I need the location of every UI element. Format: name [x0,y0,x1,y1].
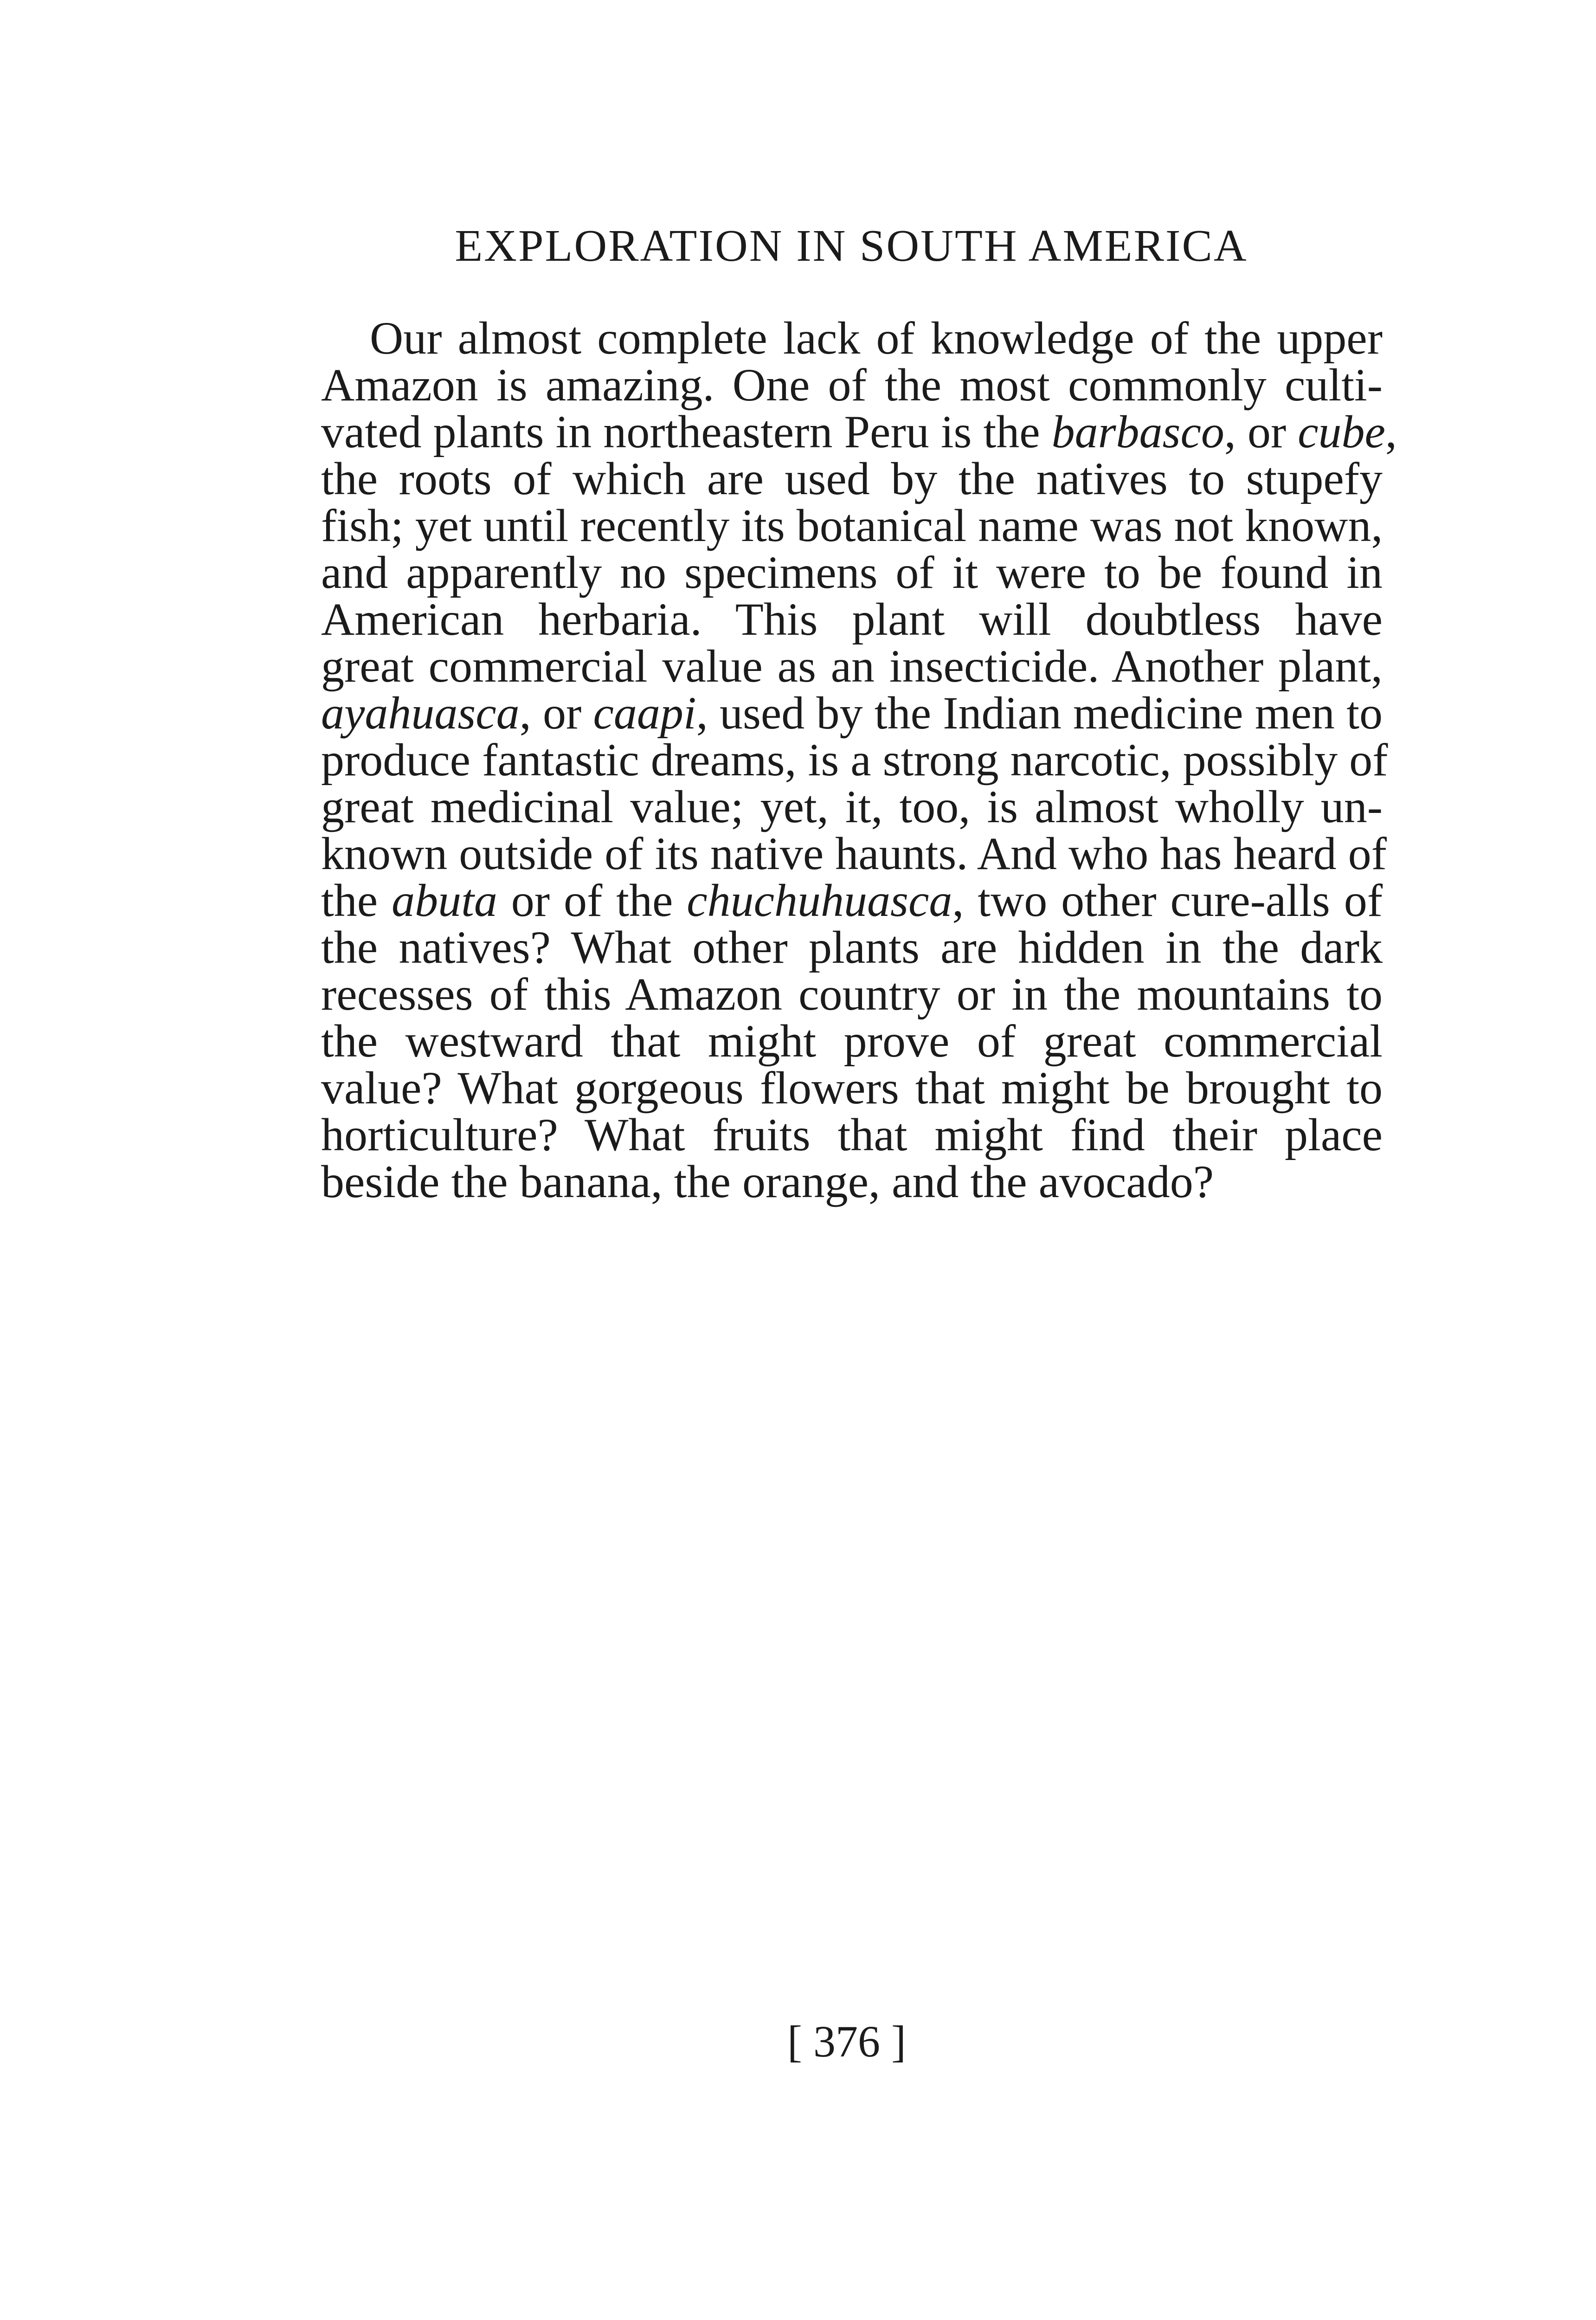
paragraph-line: beside the banana, the orange, and the avocado? [321,1156,1214,1207]
paragraph-line: fish; yet until recently its botanical name was not known, [321,500,1383,551]
paragraph-line: the roots of which are used by the natives to stupefy [321,453,1383,504]
paragraph-line: great medicinal value; yet, it, too, is almost wholly un- [321,781,1383,832]
paragraph-line: American herbaria. This plant will doubtless have [321,593,1383,645]
paragraph-line: known outside of its native haunts. And who has heard of [321,828,1387,879]
paragraph-line: recesses of this Amazon country or in the mountains to [321,968,1383,1020]
paragraph-line: ayahuasca, or caapi, used by the Indian medicine men to [321,687,1383,739]
italic-term: ayahuasca [321,687,520,739]
body-paragraph [321,312,1397,1207]
paragraph-line: horticulture? What fruits that might find their place [321,1109,1383,1160]
paragraph-line: produce fantastic dreams, is a strong narcotic, possibly of [321,734,1388,786]
paragraph-line: value? What gorgeous flowers that might be brought to [321,1062,1383,1114]
paragraph-line: great commercial value as an insecticide. Another plant, [321,640,1383,692]
italic-term: cube [1298,406,1385,458]
italic-term: caapi [593,687,696,739]
italic-term: chuchuhuasca [687,875,952,926]
page-number: [ 376 ] [787,2017,906,2066]
paragraph-line: Our almost complete lack of knowledge of the upper [370,312,1383,364]
italic-term: abuta [392,875,497,926]
paragraph-line: Amazon is amazing. One of the most commonly culti- [321,359,1383,411]
running-head: EXPLORATION IN SOUTH AMERICA [455,221,1248,271]
paragraph-line: and apparently no specimens of it were to be found in [321,547,1383,598]
paragraph-line: the westward that might prove of great commercial [321,1015,1383,1067]
italic-term: barbasco [1051,406,1224,458]
paragraph-line: the abuta or of the chuchuhuasca, two other cure-alls of [321,875,1383,926]
paragraph-line: vated plants in northeastern Peru is the barbasco, or cube, [321,406,1397,458]
paragraph-line: the natives? What other plants are hidden in the dark [321,922,1383,973]
